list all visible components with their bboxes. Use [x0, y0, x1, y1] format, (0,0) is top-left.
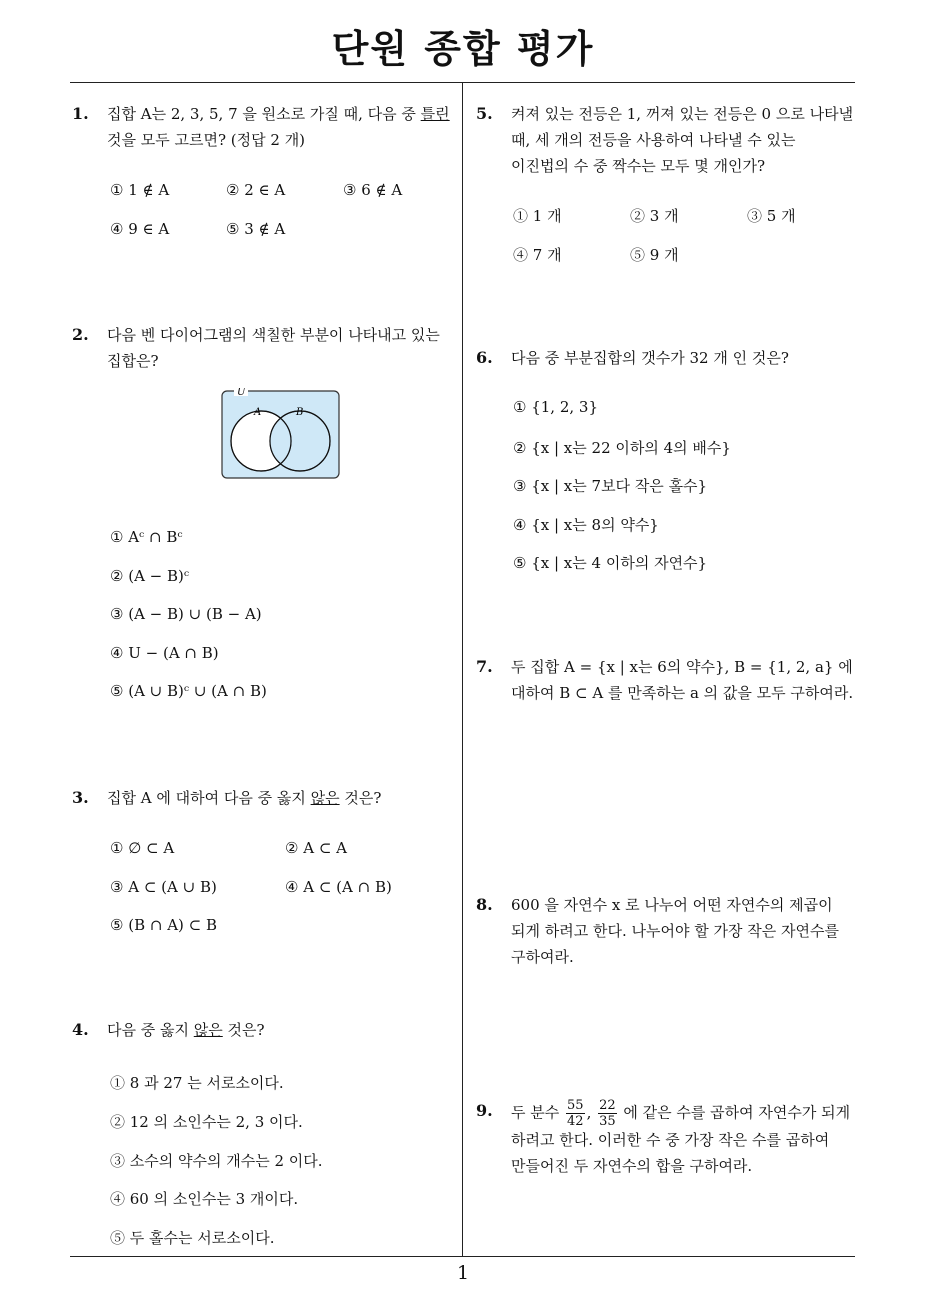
separator: ,: [586, 1103, 597, 1122]
text-part: 것을 모두 고르면? (정답 2 개): [107, 131, 306, 149]
question-7: [476, 654, 861, 706]
question-text: [107, 101, 457, 153]
text-part: 두 분수: [511, 1103, 565, 1122]
fraction-numerator: 22: [599, 1098, 616, 1113]
question-1: [72, 101, 457, 153]
option-4[interactable]: ④ 60 의 소인수는 3 개이다.: [110, 1190, 299, 1208]
option-3[interactable]: ③ A ⊂ (A ∪ B): [110, 878, 217, 896]
option-2[interactable]: ② A ⊂ A: [285, 839, 347, 857]
set-a-label: A: [254, 407, 262, 418]
text-part: 것은?: [222, 1021, 265, 1039]
option-2[interactable]: ② 2 ∈ A: [226, 181, 286, 199]
column-divider: [462, 83, 463, 1256]
option-2[interactable]: ② 12 의 소인수는 2, 3 이다.: [110, 1113, 303, 1131]
question-6: [476, 345, 861, 371]
option-3[interactable]: ③ 6 ∉ A: [343, 181, 403, 199]
option-2[interactable]: ② 3 개: [630, 207, 679, 225]
option-5[interactable]: ⑤ {x | x는 4 이하의 자연수}: [513, 554, 708, 572]
question-number: 8.: [476, 895, 493, 914]
question-4: [72, 1017, 457, 1043]
fraction-denominator: 42: [567, 1114, 584, 1129]
question-5: [476, 101, 861, 179]
text-part: 에 같은 수를 곱하여 자연수가 되게: [618, 1103, 851, 1122]
option-4[interactable]: ④ 7 개: [513, 246, 562, 264]
question-text: 켜져 있는 전등은 1, 꺼져 있는 전등은 0 으로 나타낼 때, 세 개의 전등을 사용하여 나타낼 수 있는 이진법의 수 중 짝수는 모두 몇 개인가?: [511, 105, 854, 175]
question-8: [476, 892, 861, 970]
universe-label: U: [237, 388, 246, 398]
fraction-2: [598, 1098, 617, 1129]
question-number: 1.: [72, 104, 89, 123]
question-text: [107, 785, 457, 811]
option-4[interactable]: ④ 9 ∈ A: [110, 220, 170, 238]
option-5[interactable]: ⑤ (A ∪ B)ᶜ ∪ (A ∩ B): [110, 682, 267, 700]
option-1[interactable]: ① 8 과 27 는 서로소이다.: [110, 1074, 284, 1092]
option-1[interactable]: ① 1 ∉ A: [110, 181, 170, 199]
option-1[interactable]: ① ∅ ⊂ A: [110, 839, 175, 857]
question-9: [476, 1098, 861, 1179]
underlined-word: 않은: [310, 789, 340, 807]
fraction-1: [566, 1098, 585, 1129]
set-b-label: B: [296, 407, 304, 418]
option-4[interactable]: ④ U − (A ∩ B): [110, 644, 219, 662]
option-5[interactable]: ⑤ 9 개: [630, 246, 679, 264]
question-text: [511, 1098, 861, 1179]
question-number: 3.: [72, 788, 89, 807]
question-number: 5.: [476, 104, 493, 123]
bottom-rule: [70, 1256, 855, 1257]
question-text: 다음 벤 다이어그램의 색칠한 부분이 나타내고 있는 집합은?: [107, 326, 440, 370]
option-2[interactable]: ② (A − B)ᶜ: [110, 567, 190, 585]
option-1[interactable]: ① 1 개: [513, 207, 562, 225]
question-number: 9.: [476, 1101, 493, 1120]
question-text: 600 을 자연수 x 로 나누어 어떤 자연수의 제곱이 되게 하려고 한다. 나누어야 할 가장 작은 자연수를 구하여라.: [511, 896, 839, 966]
question-text: [107, 1017, 457, 1043]
option-5[interactable]: ⑤ 두 홀수는 서로소이다.: [110, 1229, 275, 1247]
option-5[interactable]: ⑤ (B ∩ A) ⊂ B: [110, 916, 218, 934]
question-number: 6.: [476, 348, 493, 367]
page-number: 1: [456, 1262, 470, 1284]
option-1[interactable]: ① Aᶜ ∩ Bᶜ: [110, 528, 183, 546]
text-part: 하려고 한다. 이러한 수 중 가장 작은 수를 곱하여 만들어진 두 자연수의 합을 구하여라.: [511, 1131, 830, 1175]
question-number: 2.: [72, 325, 89, 344]
underlined-word: 않은: [193, 1021, 223, 1039]
page-title: 단원 종합 평가: [331, 27, 595, 71]
option-3[interactable]: ③ (A − B) ∪ (B − A): [110, 605, 262, 623]
underlined-word: 틀린: [420, 105, 450, 123]
option-1[interactable]: ① {1, 2, 3}: [513, 398, 599, 416]
text-part: 집합 A 에 대하여 다음 중 옳지: [107, 789, 311, 807]
question-number: 7.: [476, 657, 493, 676]
option-5[interactable]: ⑤ 3 ∉ A: [226, 220, 286, 238]
option-3[interactable]: ③ 소수의 약수의 개수는 2 이다.: [110, 1152, 323, 1170]
question-2: [72, 322, 457, 374]
option-3[interactable]: ③ {x | x는 7보다 작은 홀수}: [513, 477, 708, 495]
text-part: 것은?: [339, 789, 382, 807]
question-text: 두 집합 A = {x | x는 6의 약수}, B = {1, 2, a} 에 대하여 B ⊂ A 를 만족하는 a 의 값을 모두 구하여라.: [511, 658, 854, 702]
option-4[interactable]: ④ {x | x는 8의 약수}: [513, 516, 659, 534]
text-part: 집합 A는 2, 3, 5, 7 을 원소로 가질 때, 다음 중: [107, 105, 421, 123]
text-part: 다음 중 옳지: [107, 1021, 194, 1039]
question-text: 다음 중 부분집합의 갯수가 32 개 인 것은?: [511, 349, 789, 367]
question-first-line: [511, 1098, 861, 1129]
fraction-denominator: 35: [599, 1114, 616, 1129]
option-4[interactable]: ④ A ⊂ (A ∩ B): [285, 878, 392, 896]
venn-diagram: [220, 388, 342, 480]
fraction-numerator: 55: [567, 1098, 584, 1113]
question-3: [72, 785, 457, 811]
option-2[interactable]: ② {x | x는 22 이하의 4의 배수}: [513, 439, 731, 457]
question-number: 4.: [72, 1020, 89, 1039]
option-3[interactable]: ③ 5 개: [747, 207, 796, 225]
